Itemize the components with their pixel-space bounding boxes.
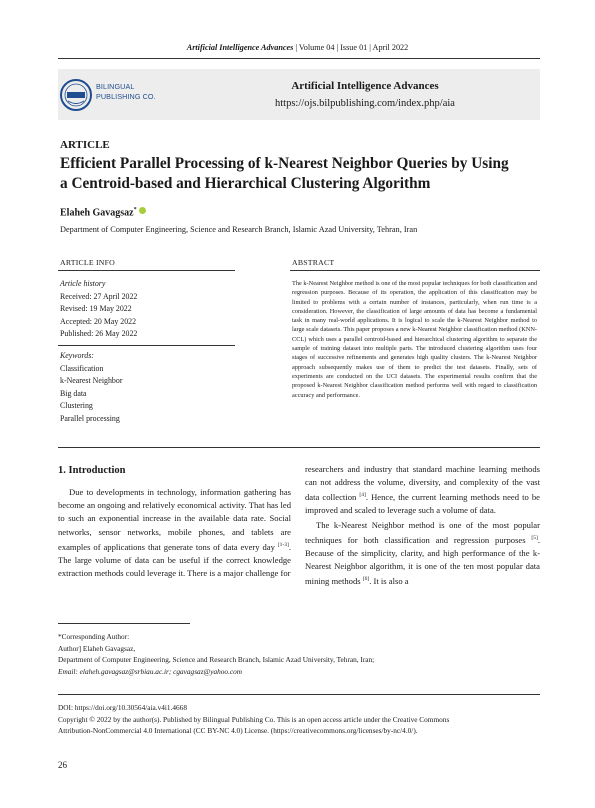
footnote-author: Author] Elaheh Gavagsaz,	[58, 643, 136, 653]
title-line-2: a Centroid-based and Hierarchical Clustering Algorithm	[60, 175, 431, 192]
doi-copyright-block	[58, 702, 538, 737]
corresponding-mark: *	[133, 207, 137, 213]
article-info-rule-top	[58, 270, 235, 271]
abstract-text: The k-Nearest Neighbor method is one of the most popular techniques for both classification and regression purposes. Because of its operation, the application of this classification may be limited to problems with a certain number of instances, particularly, when run time is a consideration. However, the classification of large amounts of data has become a fundamental task in many real-world applications. It is logical to scale the k-Nearest Neighbor method to large scale datasets. This paper proposes a new k-Nearest Neighbor classification method (KNN-CCL) which uses a parallel centroid-based and hierarchical clustering algorithm to separate the sample of training dataset into multiple parts. The introduced clustering algorithm uses four stages of successive refinements and generates high quality clusters. The k-Nearest Neighbor approach subsequently makes use of them to predict the test datasets. Finally, sets of experiments are conducted on the UCI datasets. The experimental results confirm that the proposed k-Nearest Neighbor classification method performs well with regard to classification accuracy and performance.	[292, 280, 537, 399]
publisher-seal-icon	[58, 75, 94, 115]
article-type: ARTICLE	[60, 139, 110, 151]
logo-line-2: PUBLISHING CO.	[96, 92, 156, 101]
orcid-icon[interactable]	[139, 207, 146, 214]
footnote-affiliation: Department of Computer Engineering, Science and Research Branch, Islamic Azad University, Tehran, Iran;	[58, 655, 375, 664]
keyword-item: k-Nearest Neighbor	[60, 376, 123, 385]
logo-wordmark	[96, 82, 156, 102]
article-title	[60, 154, 540, 194]
section-heading-introduction: 1. Introduction	[58, 465, 126, 476]
running-header-issue: | Volume 04 | Issue 01 | April 2022	[295, 43, 409, 52]
citation-ref[interactable]: [1-3]	[277, 541, 289, 548]
copyright-line-2: Attribution-NonCommercial 4.0 International (CC BY-NC 4.0) License. (https://creativecommons.org/licenses/by-nc/4.0/).	[58, 726, 418, 735]
abstract-rule-top	[290, 270, 540, 271]
intro-text: . It is also a	[369, 576, 409, 587]
intro-text: . The large volume of data can be useful if the correct knowledge extraction methods could leverage it. There is a major challenge for	[58, 541, 291, 579]
keyword-item: Classification	[60, 363, 104, 373]
citation-ref[interactable]: [4]	[359, 492, 366, 499]
logo-line-1: BILINGUAL	[96, 82, 135, 91]
title-line-1: Efficient Parallel Processing of k-Nearest Neighbor Queries by Using	[60, 155, 509, 172]
intro-text: researchers and industry that standard machine learning methods can not address the volume, diversity, and complexity of the vast data collection	[305, 464, 540, 503]
publisher-logo	[58, 75, 168, 115]
doi-rule	[58, 694, 540, 695]
revised-date: Revised: 19 May 2022	[60, 304, 132, 313]
keywords-label: Keywords:	[60, 351, 94, 360]
keyword-item: Parallel processing	[60, 413, 120, 423]
abstract-heading: ABSTRACT	[292, 258, 335, 267]
received-date: Received: 27 April 2022	[60, 291, 138, 301]
running-header-journal: Artificial Intelligence Advances	[186, 43, 294, 52]
front-matter-rule	[58, 447, 540, 448]
intro-text: . Hence, the current learning methods need to be improved and scaled to leverage such a volume of data.	[305, 492, 540, 516]
keywords-block	[60, 350, 235, 425]
author-name: Elaheh Gavagsaz	[60, 207, 134, 219]
author-line	[60, 207, 146, 218]
accepted-date: Accepted: 20 May 2022	[60, 316, 137, 326]
article-history	[60, 278, 235, 341]
author-affiliation: Department of Computer Engineering, Science and Research Branch, Islamic Azad University, Tehran, Iran	[60, 225, 418, 234]
intro-paragraph-2	[305, 519, 540, 589]
banner-journal-title: Artificial Intelligence Advances	[291, 80, 439, 92]
keyword-item: Clustering	[60, 401, 93, 410]
intro-text: Due to developments in technology, information gathering has become an ongoing and relatively economical activity. That has led to such an exponential increase in the available data rate. Social networks, sensor networks, mobile phones, and tablets are examples of applications that generate tons of data every day	[58, 487, 291, 552]
footnote-rule	[58, 623, 190, 624]
footnote-email[interactable]: Email: elaheh.gavagsaz@srbiau.ac.ir; cgavagsaz@yahoo.com	[58, 666, 243, 676]
keyword-item: Big data	[60, 388, 87, 398]
banner-journal-url[interactable]: https://ojs.bilpublishing.com/index.php/aia	[275, 98, 455, 109]
article-info-rule-mid	[58, 345, 235, 346]
running-header	[0, 43, 595, 52]
header-rule	[58, 58, 540, 59]
body-left-column	[58, 486, 291, 580]
article-info-heading: ARTICLE INFO	[60, 258, 115, 267]
footnote-label: *Corresponding Author:	[58, 632, 130, 641]
doi-link[interactable]: DOI: https://doi.org/10.30564/aia.v4i1.4668	[58, 703, 187, 712]
intro-text: . Because of the simplicity, clarity, and high performance of the k-Nearest Neighbor algorithm, it is one of the ten most popular data mining methods	[305, 534, 540, 587]
intro-paragraph-1	[58, 486, 291, 580]
intro-text: The k-Nearest Neighbor method is one of the most popular techniques for both classification and regression purposes	[305, 519, 540, 545]
body-right-column	[305, 463, 540, 588]
intro-paragraph-1-cont	[305, 463, 540, 518]
published-date: Published: 26 May 2022	[60, 329, 138, 338]
corresponding-author-footnote	[58, 631, 538, 677]
citation-ref[interactable]: [5]	[531, 534, 538, 541]
history-label: Article history	[60, 279, 106, 288]
citation-ref[interactable]: [6]	[362, 576, 370, 583]
copyright-line-1: Copyright © 2022 by the author(s). Published by Bilingual Publishing Co. This is an open access article under the Creative Commons	[58, 714, 450, 724]
page-number: 26	[58, 760, 67, 770]
